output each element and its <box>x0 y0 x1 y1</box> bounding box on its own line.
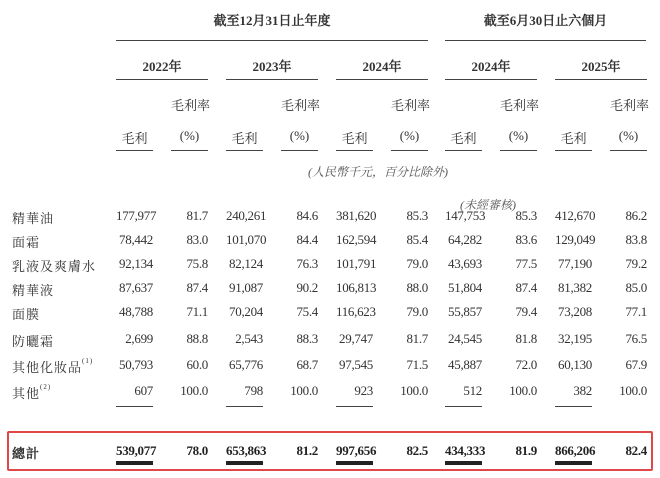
margin-cell: 79.4 <box>515 304 537 319</box>
margin-cell: 85.3 <box>515 208 537 223</box>
margin-cell: 79.0 <box>406 256 428 271</box>
margin-cell: 88.8 <box>186 331 208 346</box>
margin-header: 毛利率 <box>500 98 540 113</box>
gross-profit-header: 毛利 <box>450 131 477 146</box>
margin-cell: 82.4 <box>625 443 647 458</box>
gross-profit-cell: 29,747 <box>339 331 373 346</box>
margin-cell: 77.1 <box>625 304 647 319</box>
margin-header: 毛利率 <box>391 98 431 113</box>
gross-profit-cell: 2,699 <box>125 331 153 346</box>
group-half-heading: 截至6月30日止六個月 <box>483 13 608 28</box>
gross-profit-header: 毛利 <box>231 131 258 146</box>
gross-profit-cell: 129,049 <box>555 232 596 247</box>
margin-cell: 88.0 <box>406 280 428 295</box>
gross-profit-cell: 101,791 <box>336 256 377 271</box>
row-label: 精華油 <box>12 211 55 226</box>
margin-cell: 68.7 <box>296 357 318 372</box>
total-label: 總計 <box>12 446 41 461</box>
row-label: 其他$^{(2)}$ <box>12 383 52 401</box>
gross-profit-cell: 81,382 <box>558 280 592 295</box>
gross-profit-cell: 82,124 <box>229 256 263 271</box>
gross-profit-cell: 866,206 <box>555 443 596 458</box>
margin-cell: 100.0 <box>509 383 537 398</box>
margin-cell: 77.5 <box>515 256 537 271</box>
gross-profit-cell: 32,195 <box>558 331 592 346</box>
margin-cell: 87.4 <box>186 280 208 295</box>
gross-profit-cell: 48,788 <box>119 304 153 319</box>
gross-profit-cell: 653,863 <box>226 443 267 458</box>
margin-cell: 83.8 <box>625 232 647 247</box>
gross-profit-cell: 116,623 <box>336 304 376 319</box>
gross-profit-cell: 512 <box>463 383 482 398</box>
unit-note: (人民幣千元，百分比除外) <box>308 165 448 179</box>
margin-cell: 71.5 <box>406 357 428 372</box>
year-heading: 2025年 <box>581 59 621 74</box>
margin-cell: 79.0 <box>406 304 428 319</box>
year-heading: 2022年 <box>142 59 182 74</box>
margin-cell: 84.4 <box>296 232 318 247</box>
margin-cell: 83.6 <box>515 232 537 247</box>
margin-cell: 81.2 <box>296 443 318 458</box>
gross-profit-cell: 539,077 <box>116 443 157 458</box>
gross-profit-header: 毛利 <box>341 131 368 146</box>
gross-profit-cell: 2,543 <box>235 331 263 346</box>
unaudited-note: (未經審核) <box>460 198 516 212</box>
margin-cell: 71.1 <box>186 304 208 319</box>
gross-profit-cell: 60,130 <box>558 357 592 372</box>
margin-header: 毛利率 <box>171 98 211 113</box>
margin-percent-header: (%) <box>508 128 529 143</box>
row-label: 乳液及爽膚水 <box>12 259 97 274</box>
gross-profit-cell: 45,887 <box>448 357 482 372</box>
gross-profit-cell: 162,594 <box>336 232 377 247</box>
margin-cell: 100.0 <box>180 383 208 398</box>
table-row <box>0 280 660 300</box>
row-label: 防曬霜 <box>12 334 55 349</box>
year-heading: 2023年 <box>252 59 292 74</box>
gross-profit-cell: 50,793 <box>119 357 153 372</box>
margin-cell: 81.8 <box>515 331 537 346</box>
gross-profit-cell: 412,670 <box>555 208 596 223</box>
gross-profit-cell: 24,545 <box>448 331 482 346</box>
table-row <box>0 208 660 228</box>
gross-profit-cell: 77,190 <box>558 256 592 271</box>
year-heading: 2024年 <box>471 59 511 74</box>
margin-cell: 81.9 <box>515 443 537 458</box>
margin-cell: 81.7 <box>406 331 428 346</box>
margin-percent-header: (%) <box>399 128 420 143</box>
total-highlight-box <box>7 431 653 471</box>
margin-cell: 90.2 <box>296 280 318 295</box>
margin-header: 毛利率 <box>610 98 650 113</box>
margin-cell: 76.3 <box>296 256 318 271</box>
table-row <box>0 256 660 276</box>
gross-profit-cell: 51,804 <box>448 280 482 295</box>
row-label: 面膜 <box>12 307 41 322</box>
gross-profit-cell: 101,070 <box>226 232 267 247</box>
gross-profit-cell: 91,087 <box>229 280 263 295</box>
margin-cell: 85.4 <box>406 232 428 247</box>
gross-profit-cell: 73,208 <box>558 304 592 319</box>
gross-profit-cell: 798 <box>244 383 263 398</box>
margin-cell: 84.6 <box>296 208 318 223</box>
gross-profit-cell: 65,776 <box>229 357 263 372</box>
gross-profit-header: 毛利 <box>121 131 148 146</box>
table-row <box>0 331 660 351</box>
table-row <box>0 357 660 377</box>
margin-cell: 75.8 <box>186 256 208 271</box>
gross-profit-cell: 78,442 <box>119 232 153 247</box>
margin-cell: 100.0 <box>290 383 318 398</box>
table-row <box>0 304 660 324</box>
margin-cell: 85.3 <box>406 208 428 223</box>
margin-cell: 60.0 <box>186 357 208 372</box>
margin-percent-header: (%) <box>618 128 639 143</box>
margin-header: 毛利率 <box>281 98 321 113</box>
margin-cell: 82.5 <box>406 443 428 458</box>
margin-percent-header: (%) <box>289 128 310 143</box>
gross-profit-cell: 87,637 <box>119 280 153 295</box>
row-label: 面霜 <box>12 235 41 250</box>
margin-cell: 72.0 <box>515 357 537 372</box>
margin-cell: 83.0 <box>186 232 208 247</box>
margin-cell: 85.0 <box>625 280 647 295</box>
margin-cell: 81.7 <box>186 208 208 223</box>
gross-profit-cell: 43,693 <box>448 256 482 271</box>
margin-cell: 79.2 <box>625 256 647 271</box>
margin-cell: 75.4 <box>296 304 318 319</box>
gross-profit-cell: 382 <box>573 383 592 398</box>
gross-profit-cell: 55,857 <box>448 304 482 319</box>
gross-profit-cell: 92,134 <box>119 256 153 271</box>
margin-cell: 88.3 <box>296 331 318 346</box>
gross-profit-cell: 106,813 <box>336 280 377 295</box>
margin-cell: 100.0 <box>619 383 647 398</box>
gross-profit-cell: 923 <box>354 383 373 398</box>
gross-profit-cell: 607 <box>134 383 153 398</box>
margin-cell: 86.2 <box>625 208 647 223</box>
year-heading: 2024年 <box>362 59 402 74</box>
gross-profit-cell: 70,204 <box>229 304 263 319</box>
margin-cell: 78.0 <box>186 443 208 458</box>
gross-profit-cell: 97,545 <box>339 357 373 372</box>
gross-profit-cell: 381,620 <box>336 208 377 223</box>
row-label: 精華液 <box>12 283 55 298</box>
gross-profit-cell: 177,977 <box>116 208 157 223</box>
margin-cell: 67.9 <box>625 357 647 372</box>
table-row <box>0 232 660 252</box>
margin-cell: 76.5 <box>625 331 647 346</box>
gross-profit-cell: 434,333 <box>445 443 486 458</box>
gross-profit-cell: 240,261 <box>226 208 267 223</box>
margin-cell: 100.0 <box>400 383 428 398</box>
gross-profit-cell: 147,753 <box>445 208 486 223</box>
gross-profit-cell: 997,656 <box>336 443 377 458</box>
gross-profit-cell: 64,282 <box>448 232 482 247</box>
row-label: 其他化妝品$^{(1)}$ <box>12 357 94 375</box>
table-row <box>0 383 660 403</box>
group-annual-heading: 截至12月31日止年度 <box>213 13 331 28</box>
gross-profit-header: 毛利 <box>560 131 587 146</box>
margin-percent-header: (%) <box>179 128 200 143</box>
margin-cell: 87.4 <box>515 280 537 295</box>
